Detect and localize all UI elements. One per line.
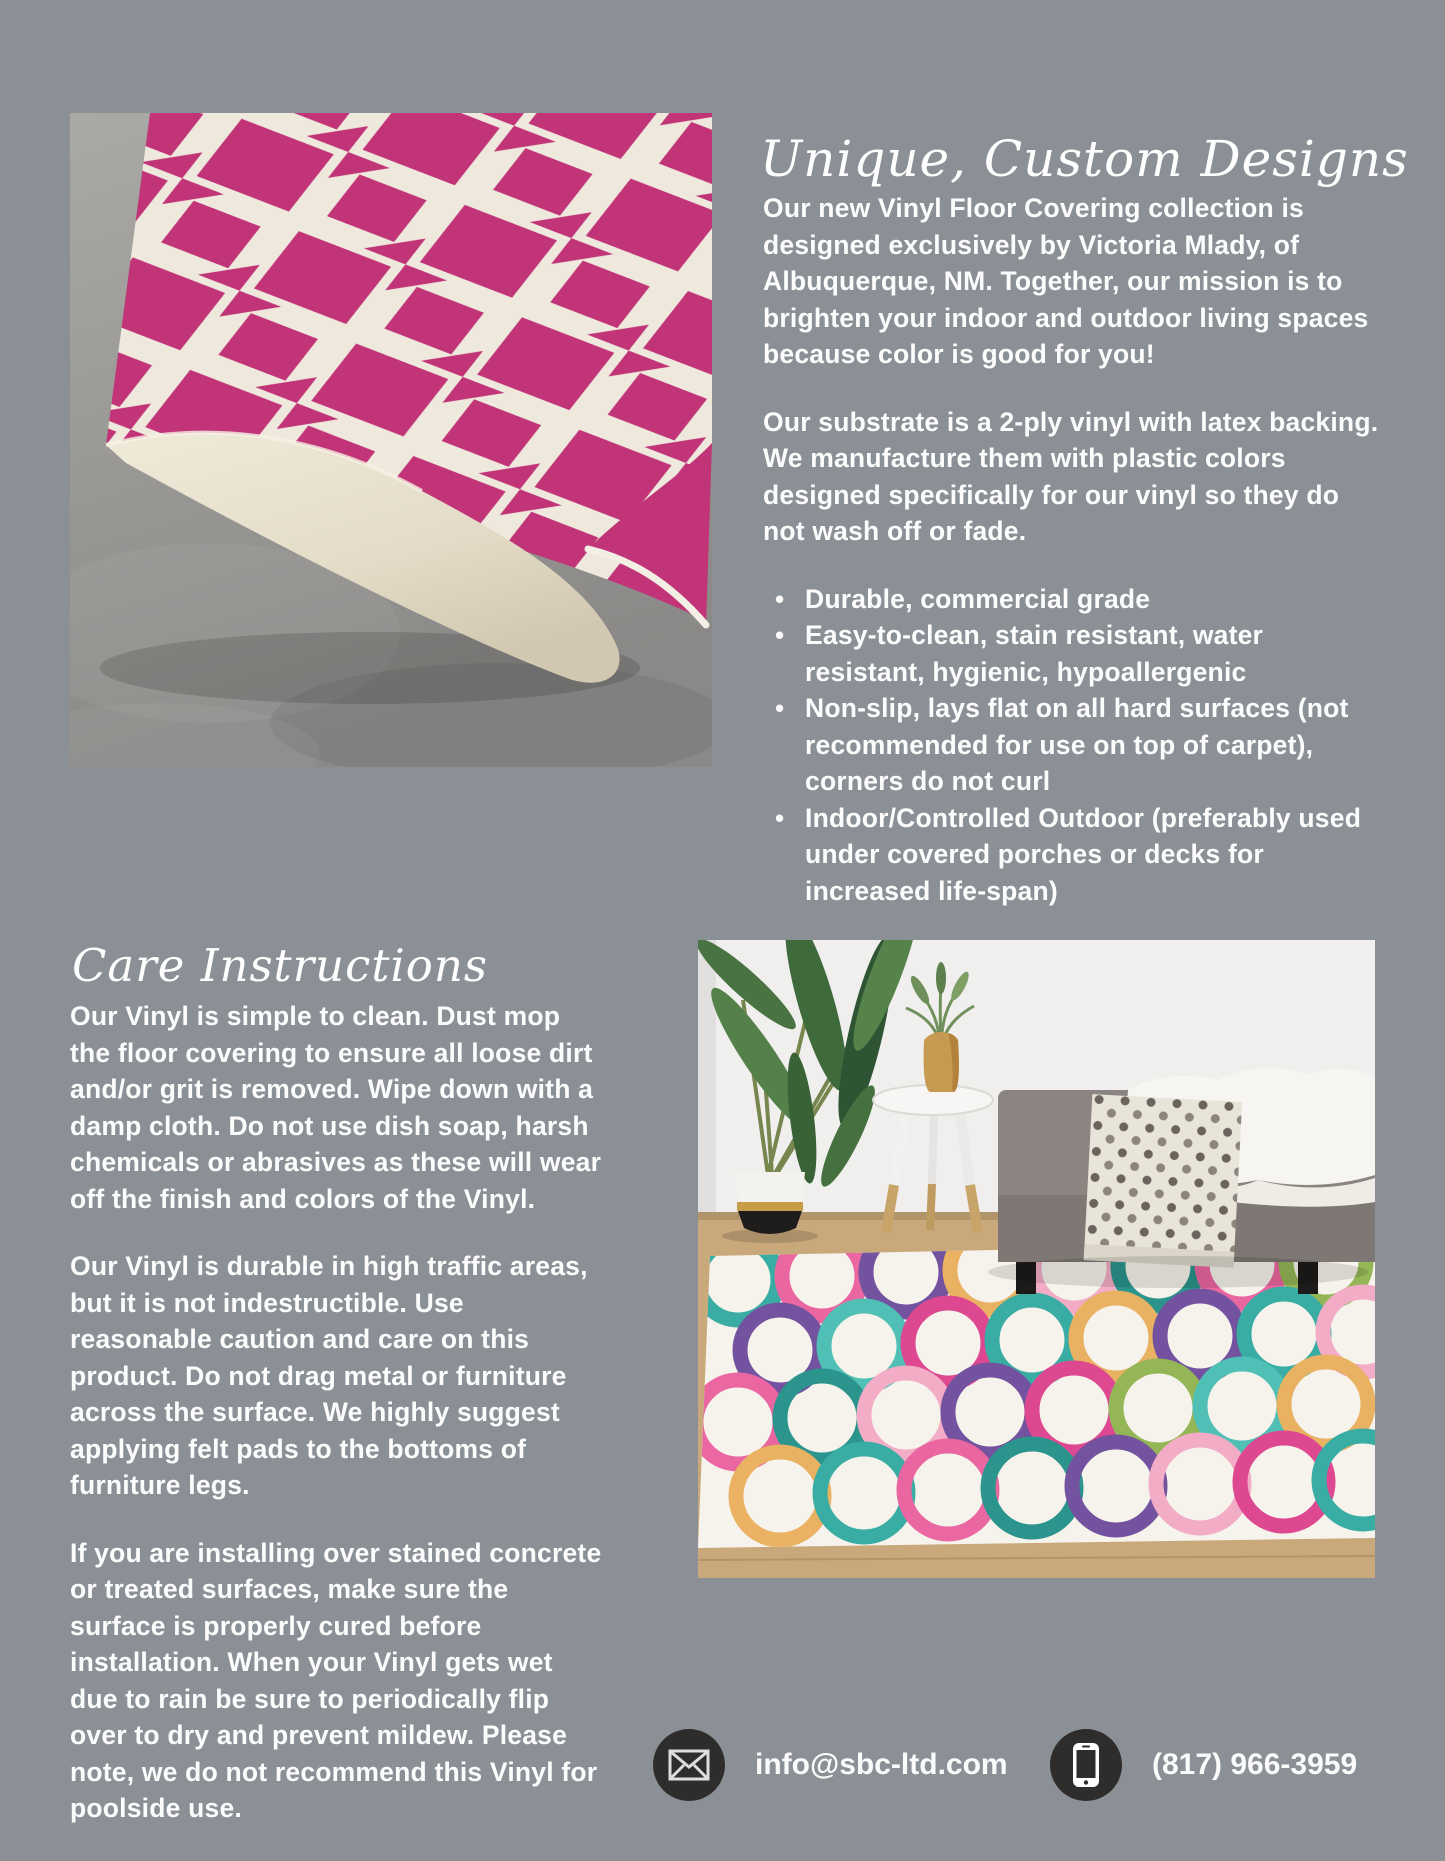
- care-text-column: [70, 998, 605, 1858]
- designs-paragraph-1: Our new Vinyl Floor Covering collection is designed exclusively by Victoria Mlady, of Albuquerque, NM. Together, our mission is to brighten your indoor and outdoor living spaces because color is good for you!: [763, 193, 1369, 369]
- designs-text-column: [763, 190, 1383, 909]
- designs-paragraph-2: Our substrate is a 2-ply vinyl with latex backing. We manufacture them with plastic colors designed specifically for our vinyl so they do not wash off or fade.: [763, 406, 1379, 546]
- smartphone-icon: [1072, 1742, 1100, 1788]
- living-room-illustration: [698, 940, 1375, 1578]
- phone-contact: [1050, 1729, 1357, 1801]
- envelope-icon: [668, 1749, 710, 1781]
- feature-bullet-list: [763, 581, 1383, 910]
- living-room-photo: [698, 940, 1375, 1578]
- feature-bullet-2: • Easy-to-clean, stain resistant, water resistant, hygienic, hypoallergenic: [763, 617, 1383, 690]
- email-address: info@sbc-ltd.com: [755, 1748, 1008, 1781]
- care-paragraph-1: Our Vinyl is simple to clean. Dust mop the floor covering to ensure all loose dirt and/or grit is removed. Wipe down with a damp cloth. Do not use dish soap, harsh chemicals or abrasives as these will wear off the finish and colors of the Vinyl.: [70, 1001, 602, 1214]
- feature-bullet-1: • Durable, commercial grade: [763, 581, 1383, 618]
- email-icon-circle: [653, 1729, 725, 1801]
- phone-number: (817) 966-3959: [1152, 1748, 1358, 1781]
- care-paragraph-2: Our Vinyl is durable in high traffic areas, but it is not indestructible. Use reasonable caution and care on this product. Do not drag metal or furniture across the surface. We highly suggest applying felt pads to the bottoms of furniture legs.: [70, 1251, 588, 1500]
- feature-bullet-4: • Indoor/Controlled Outdoor (preferably used under covered porches or decks for increased life-span): [763, 800, 1383, 910]
- sofa: [988, 1068, 1375, 1294]
- designs-heading: Unique, Custom Designs: [760, 129, 1409, 188]
- feature-bullet-3: • Non-slip, lays flat on all hard surfaces (not recommended for use on top of carpet), corners do not curl: [763, 690, 1383, 800]
- vinyl-mat-illustration: [70, 113, 712, 767]
- email-contact: [653, 1729, 1008, 1801]
- care-heading: Care Instructions: [72, 939, 488, 993]
- vinyl-mat-photo: [70, 113, 712, 767]
- care-paragraph-3: If you are installing over stained concrete or treated surfaces, make sure the surface is properly cured before installation. When your Vinyl gets wet due to rain be sure to periodically flip over to dry and prevent mildew. Please note, we do not recommend this Vinyl for poolside use.: [70, 1537, 602, 1823]
- phone-icon-circle: [1050, 1729, 1122, 1801]
